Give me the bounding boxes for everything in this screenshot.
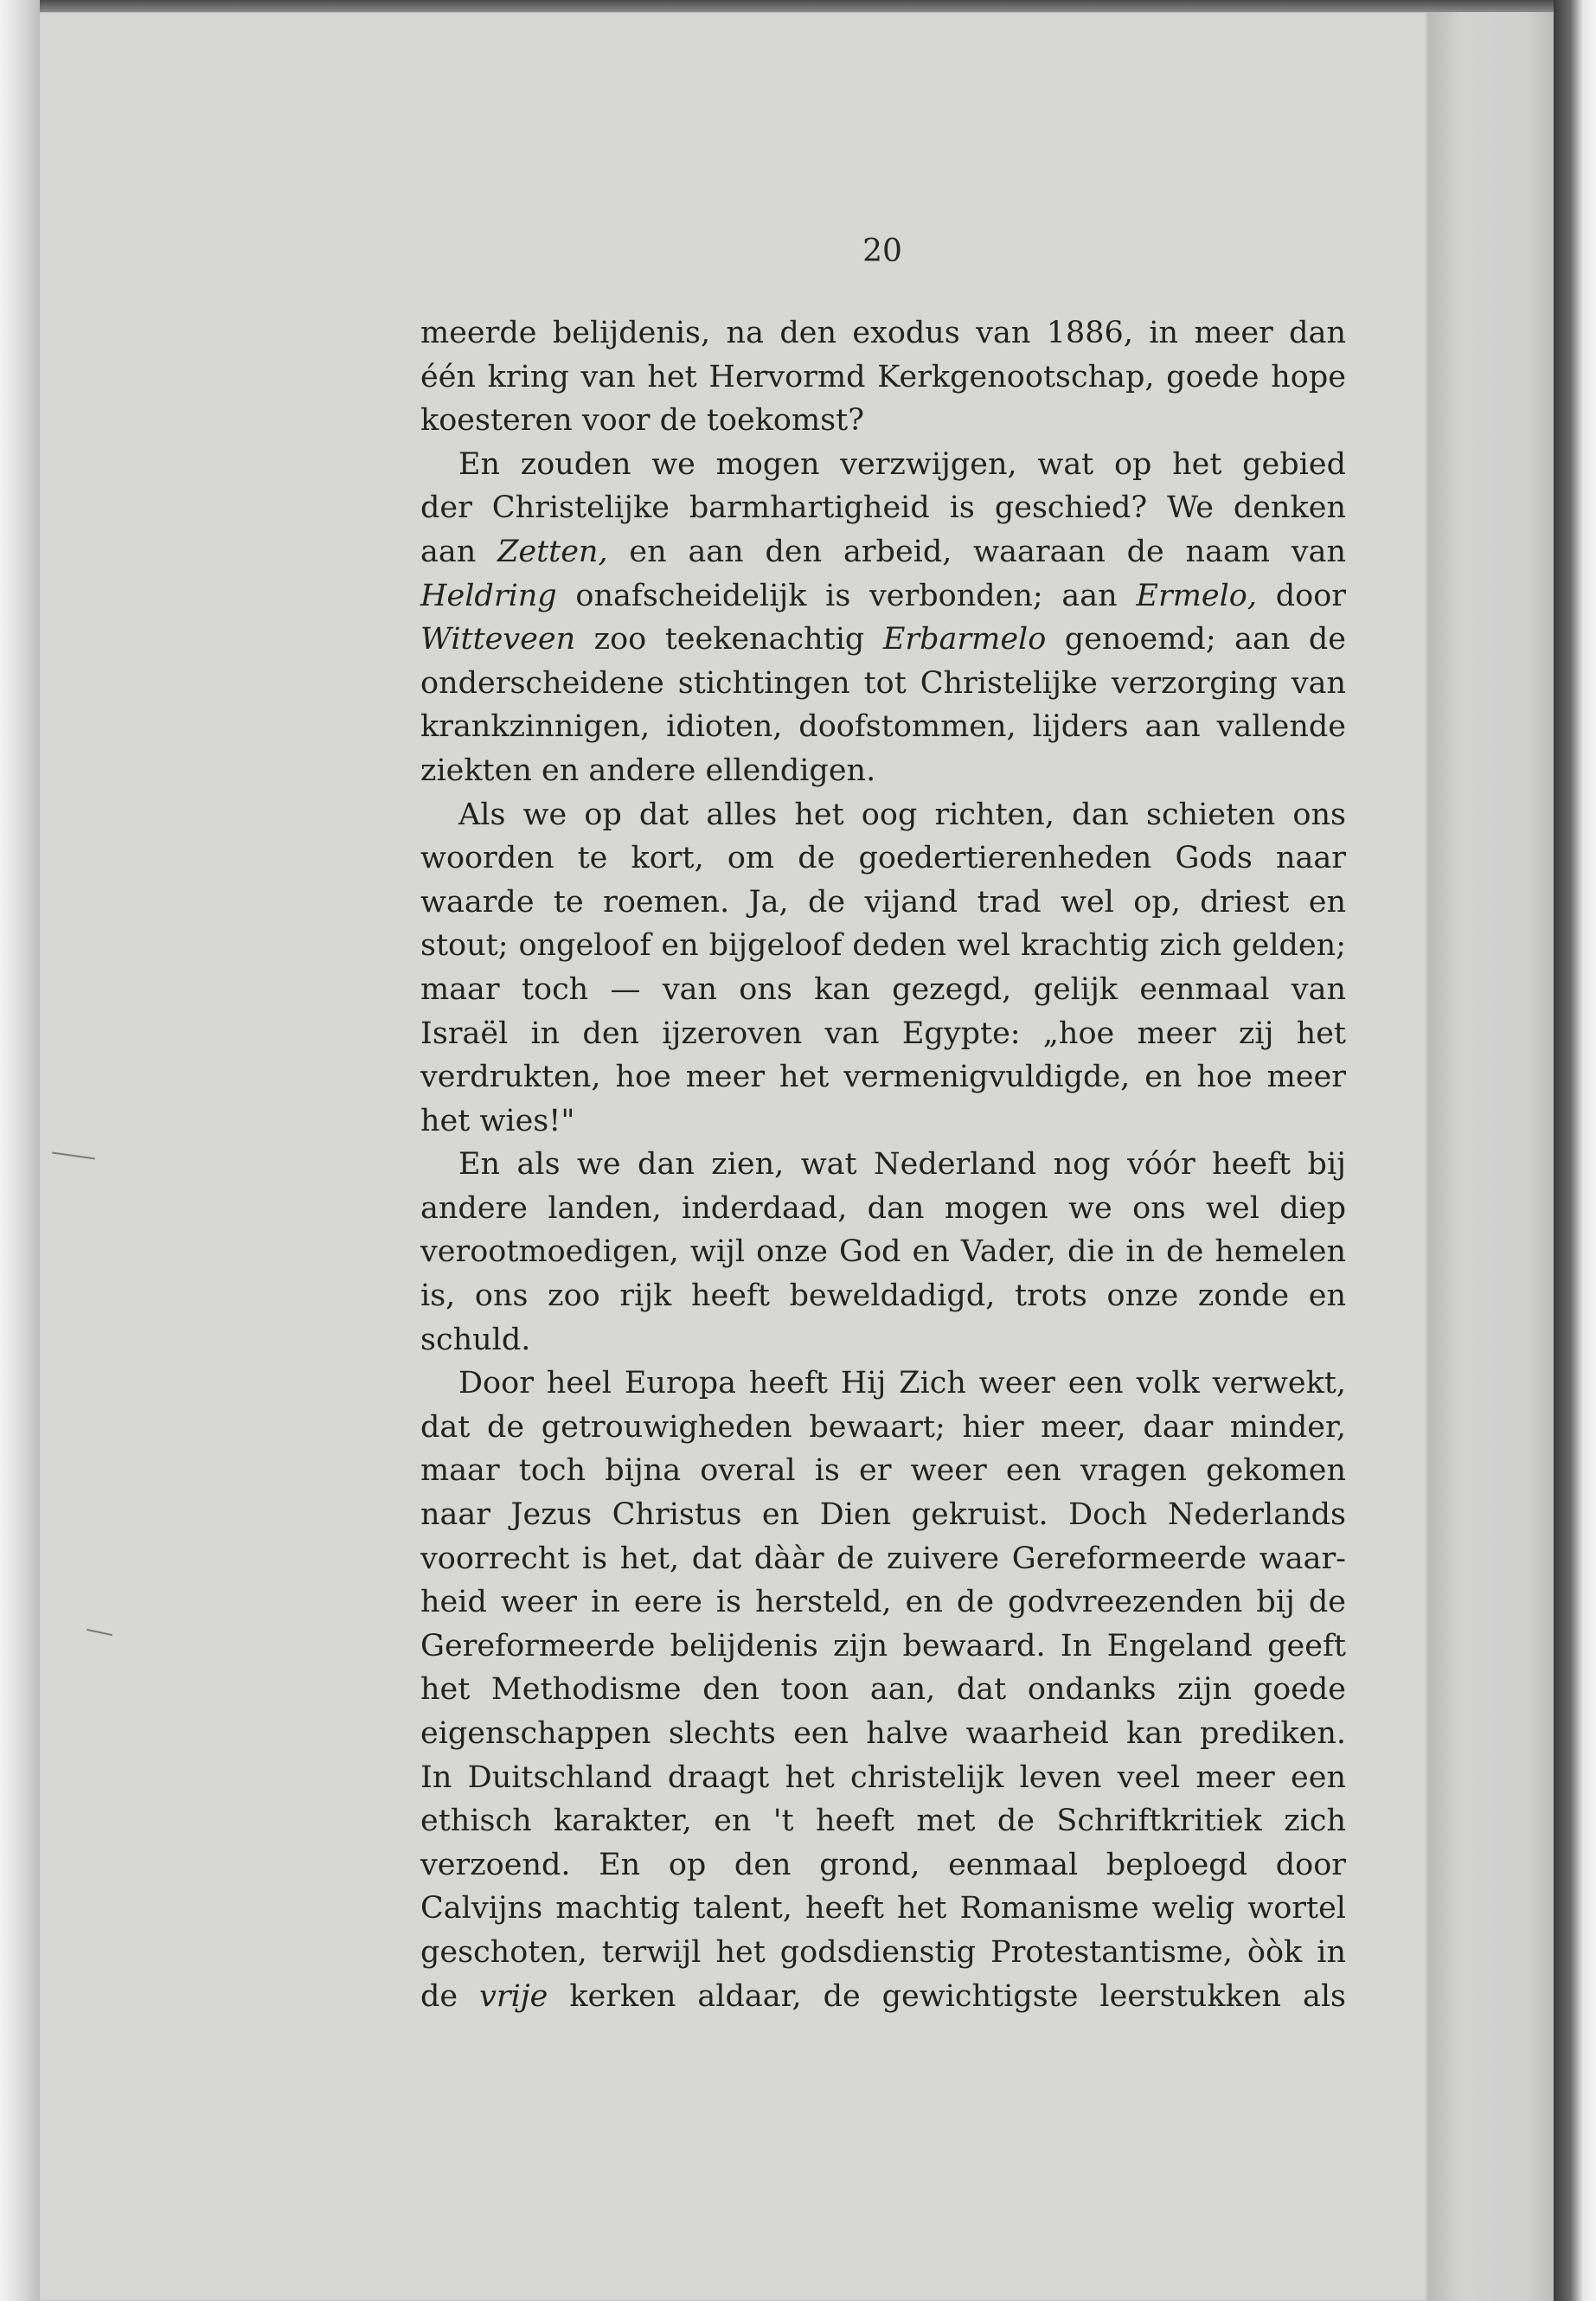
text-line: meerde belijdenis, na den exodus van 1886, in meer dan (420, 316, 1346, 350)
text-line: ethisch karakter, en 't heeft met de Schriftkritiek zich (420, 1804, 1346, 1839)
text-line: Israël in den ijzeroven van Egypte: „hoe meer zij het (420, 1016, 1346, 1051)
text-line: maar toch bijna overal is er weer een vragen gekomen (420, 1453, 1346, 1489)
text-line: koesteren voor de toekomst? (420, 403, 864, 439)
text-line: Calvijns machtig talent, heeft het Romanisme welig wortel (420, 1891, 1346, 1926)
text-line: het Methodisme den toon aan, dat ondanks zijn goede (420, 1672, 1346, 1708)
italic-place-name: Erbarmelo (882, 622, 1047, 657)
text-span: zoo teekenachtig (575, 622, 883, 657)
text-line (420, 618, 1346, 662)
text-span: onafscheidelijk is verbonden; aan (556, 578, 1137, 613)
text-line: is, ons zoo rijk heeft beweldadigd, trots onze zonde en (420, 1279, 1346, 1314)
text-line: verdrukten, hoe meer het vermenigvuldigde, en hoe meer (420, 1060, 1346, 1095)
text-line: verootmoedigen, wijl onze God en Vader, die in de hemelen (420, 1234, 1346, 1270)
text-span: genoemd; aan de (1046, 622, 1346, 657)
italic-place-name: Zetten, (497, 534, 608, 569)
text-line: stout; ongeloof en bijgeloof deden wel krachtig zich gelden; (420, 928, 1346, 964)
text-line: waarde te roemen. Ja, de vijand trad wel op, driest en (420, 884, 1346, 920)
text-line: En zouden we mogen verzwijgen, wat op het gebied (458, 446, 1346, 482)
text-line (420, 1975, 1346, 2019)
text-line: eigenschappen slechts een halve waarheid kan prediken. (420, 1716, 1346, 1751)
text-line: ziekten en andere ellendigen. (420, 753, 876, 788)
text-span: aan (420, 534, 498, 569)
text-span: en aan den arbeid, waaraan de naam van (607, 534, 1346, 569)
body-text (420, 311, 1346, 2018)
text-line: één kring van het Hervormd Kerkgenootschap, goede hope (420, 359, 1346, 394)
text-line: verzoend. En op den grond, eenmaal beploegd door (420, 1847, 1346, 1882)
text-span: kerken aldaar, de gewichtigste leerstukken als (548, 1978, 1347, 2014)
text-line: geschoten, terwijl het godsdienstig Protestantisme, òòk in (420, 1934, 1346, 1970)
text-line: andere landen, inderdaad, dan mogen we ons wel diep (420, 1190, 1346, 1226)
page-number: 20 (862, 234, 902, 269)
text-line: dat de getrouwigheden bewaart; hier meer, daar minder, (420, 1409, 1346, 1445)
text-line: voorrecht is het, dat dààr de zuivere Gereformeerde waar- (420, 1541, 1346, 1576)
text-line: krankzinnigen, idioten, doofstommen, lijders aan vallende (420, 709, 1346, 745)
text-line: heid weer in eere is hersteld, en de godvreezenden bij de (420, 1585, 1346, 1620)
italic-person-name: Heldring (420, 578, 557, 613)
text-line: In Duitschland draagt het christelijk leven veel meer een (420, 1759, 1346, 1795)
italic-place-name: Ermelo, (1136, 578, 1257, 613)
text-span: de (420, 1978, 480, 2014)
text-line: onderscheidene stichtingen tot Christelijke verzorging van (420, 665, 1346, 701)
scan-top-edge (0, 0, 1596, 12)
text-line: Door heel Europa heeft Hij Zich weer een volk verwekt, (458, 1366, 1346, 1401)
text-line: woorden te kort, om de goedertierenheden Gods naar (420, 841, 1346, 876)
scan-left-edge (0, 0, 40, 2301)
text-span: door (1257, 578, 1346, 613)
text-line (420, 574, 1346, 619)
text-line: maar toch — van ons kan gezegd, gelijk eenmaal van (420, 971, 1346, 1007)
text-line: Als we op dat alles het oog richten, dan schieten ons (458, 797, 1346, 832)
text-line: het wies!" (420, 1103, 575, 1138)
text-line: schuld. (420, 1322, 531, 1357)
text-line: der Christelijke barmhartigheid is geschied? We denken (420, 490, 1346, 526)
italic-word: vrije (479, 1978, 548, 2014)
italic-person-name: Witteveen (420, 622, 576, 657)
scan-right-edge (1554, 0, 1596, 2301)
text-line: En als we dan zien, wat Nederland nog vóór heeft bij (458, 1147, 1346, 1183)
page-gutter (1428, 12, 1554, 2301)
text-line: naar Jezus Christus en Dien gekruist. Doch Nederlands (420, 1497, 1346, 1533)
text-line: Gereformeerde belijdenis zijn bewaard. In Engeland geeft (420, 1628, 1346, 1663)
text-line (420, 530, 1346, 574)
